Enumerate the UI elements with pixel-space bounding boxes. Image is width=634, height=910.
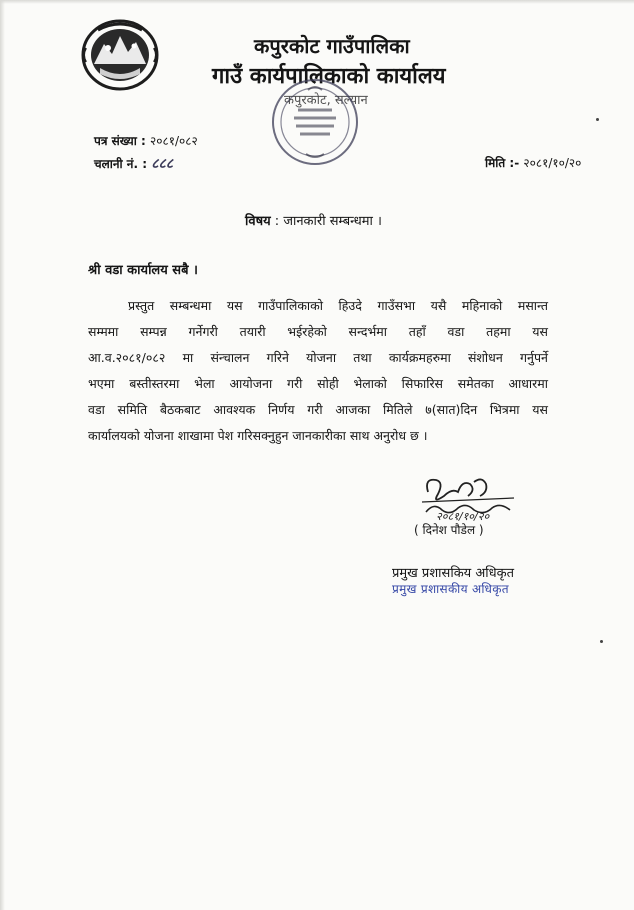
signer-name: ( दिनेश पौडेल ) (414, 523, 484, 537)
office-location: कपुरकोट, सल्यान (284, 93, 368, 108)
signature-date: २०८१/१०/२० (436, 510, 490, 523)
government-emblem-icon (80, 18, 160, 92)
subject-text: जानकारी सम्बन्धमा । (283, 214, 382, 229)
dispatch-number (94, 154, 173, 173)
municipality-name: कपुरकोट गाउँपालिका (254, 34, 410, 58)
body-line: कार्यालयको योजना शाखामा पेश गरिसक्नुहुन जानकारीका साथ अनुरोध छ । (88, 428, 428, 443)
dispatch-number-value: ८८८ (151, 156, 174, 172)
signer-designation: प्रमुख प्रशासकिय अधिकृत (392, 566, 515, 581)
body-line: सम्ममा सम्पन्न गर्नेगरी तयारी भईरहेको सन्दर्भमा तहाँ वडा तहमा यस (88, 324, 548, 339)
paper-speck (600, 640, 603, 643)
office-name: गाउँ कार्यपालिकाको कार्यालय (212, 64, 446, 89)
dispatch-number-label: चलानी नं. : (94, 157, 148, 171)
body-line: प्रस्तुत सम्बन्धमा यस गाउँपालिकाको हिउदे गाउँसभा यसै महिनाको मसान्त (128, 298, 548, 313)
body-line: वडा समिति बैठकबाट आवश्यक निर्णय गरी आजका मितिले ७(सात)दिन भित्रमा यस (88, 402, 548, 417)
letter-body (88, 293, 548, 449)
letter-number-label: पत्र संख्या : (94, 134, 146, 148)
handwritten-signature (414, 472, 524, 528)
body-line: आ.व.२०८१/०८२ मा संन्चालन गरिने योजना तथा कार्यक्रमहरुमा संशोधन गर्नुपर्ने (88, 350, 548, 365)
subject-label: विषय (245, 214, 271, 229)
subject-line (245, 211, 382, 229)
addressee: श्री वडा कार्यालय सबै । (88, 263, 198, 278)
body-line: भएमा बस्तीस्तरमा भेला आयोजना गरी सोही भेलाको सिफारिस समेतका आधारमा (88, 376, 548, 391)
designation-stamp: प्रमुख प्रशासकीय अधिकृत (392, 582, 509, 596)
paper-speck (596, 118, 599, 121)
letter-date (485, 154, 581, 171)
office-seal-icon (268, 76, 362, 168)
letter-number (94, 132, 198, 149)
letter-number-value: २०८१/०८२ (149, 134, 198, 148)
date-value: २०८१/१०/२० (523, 156, 582, 170)
date-label: मिति :- (485, 156, 520, 170)
subject-separator: : (274, 214, 280, 229)
